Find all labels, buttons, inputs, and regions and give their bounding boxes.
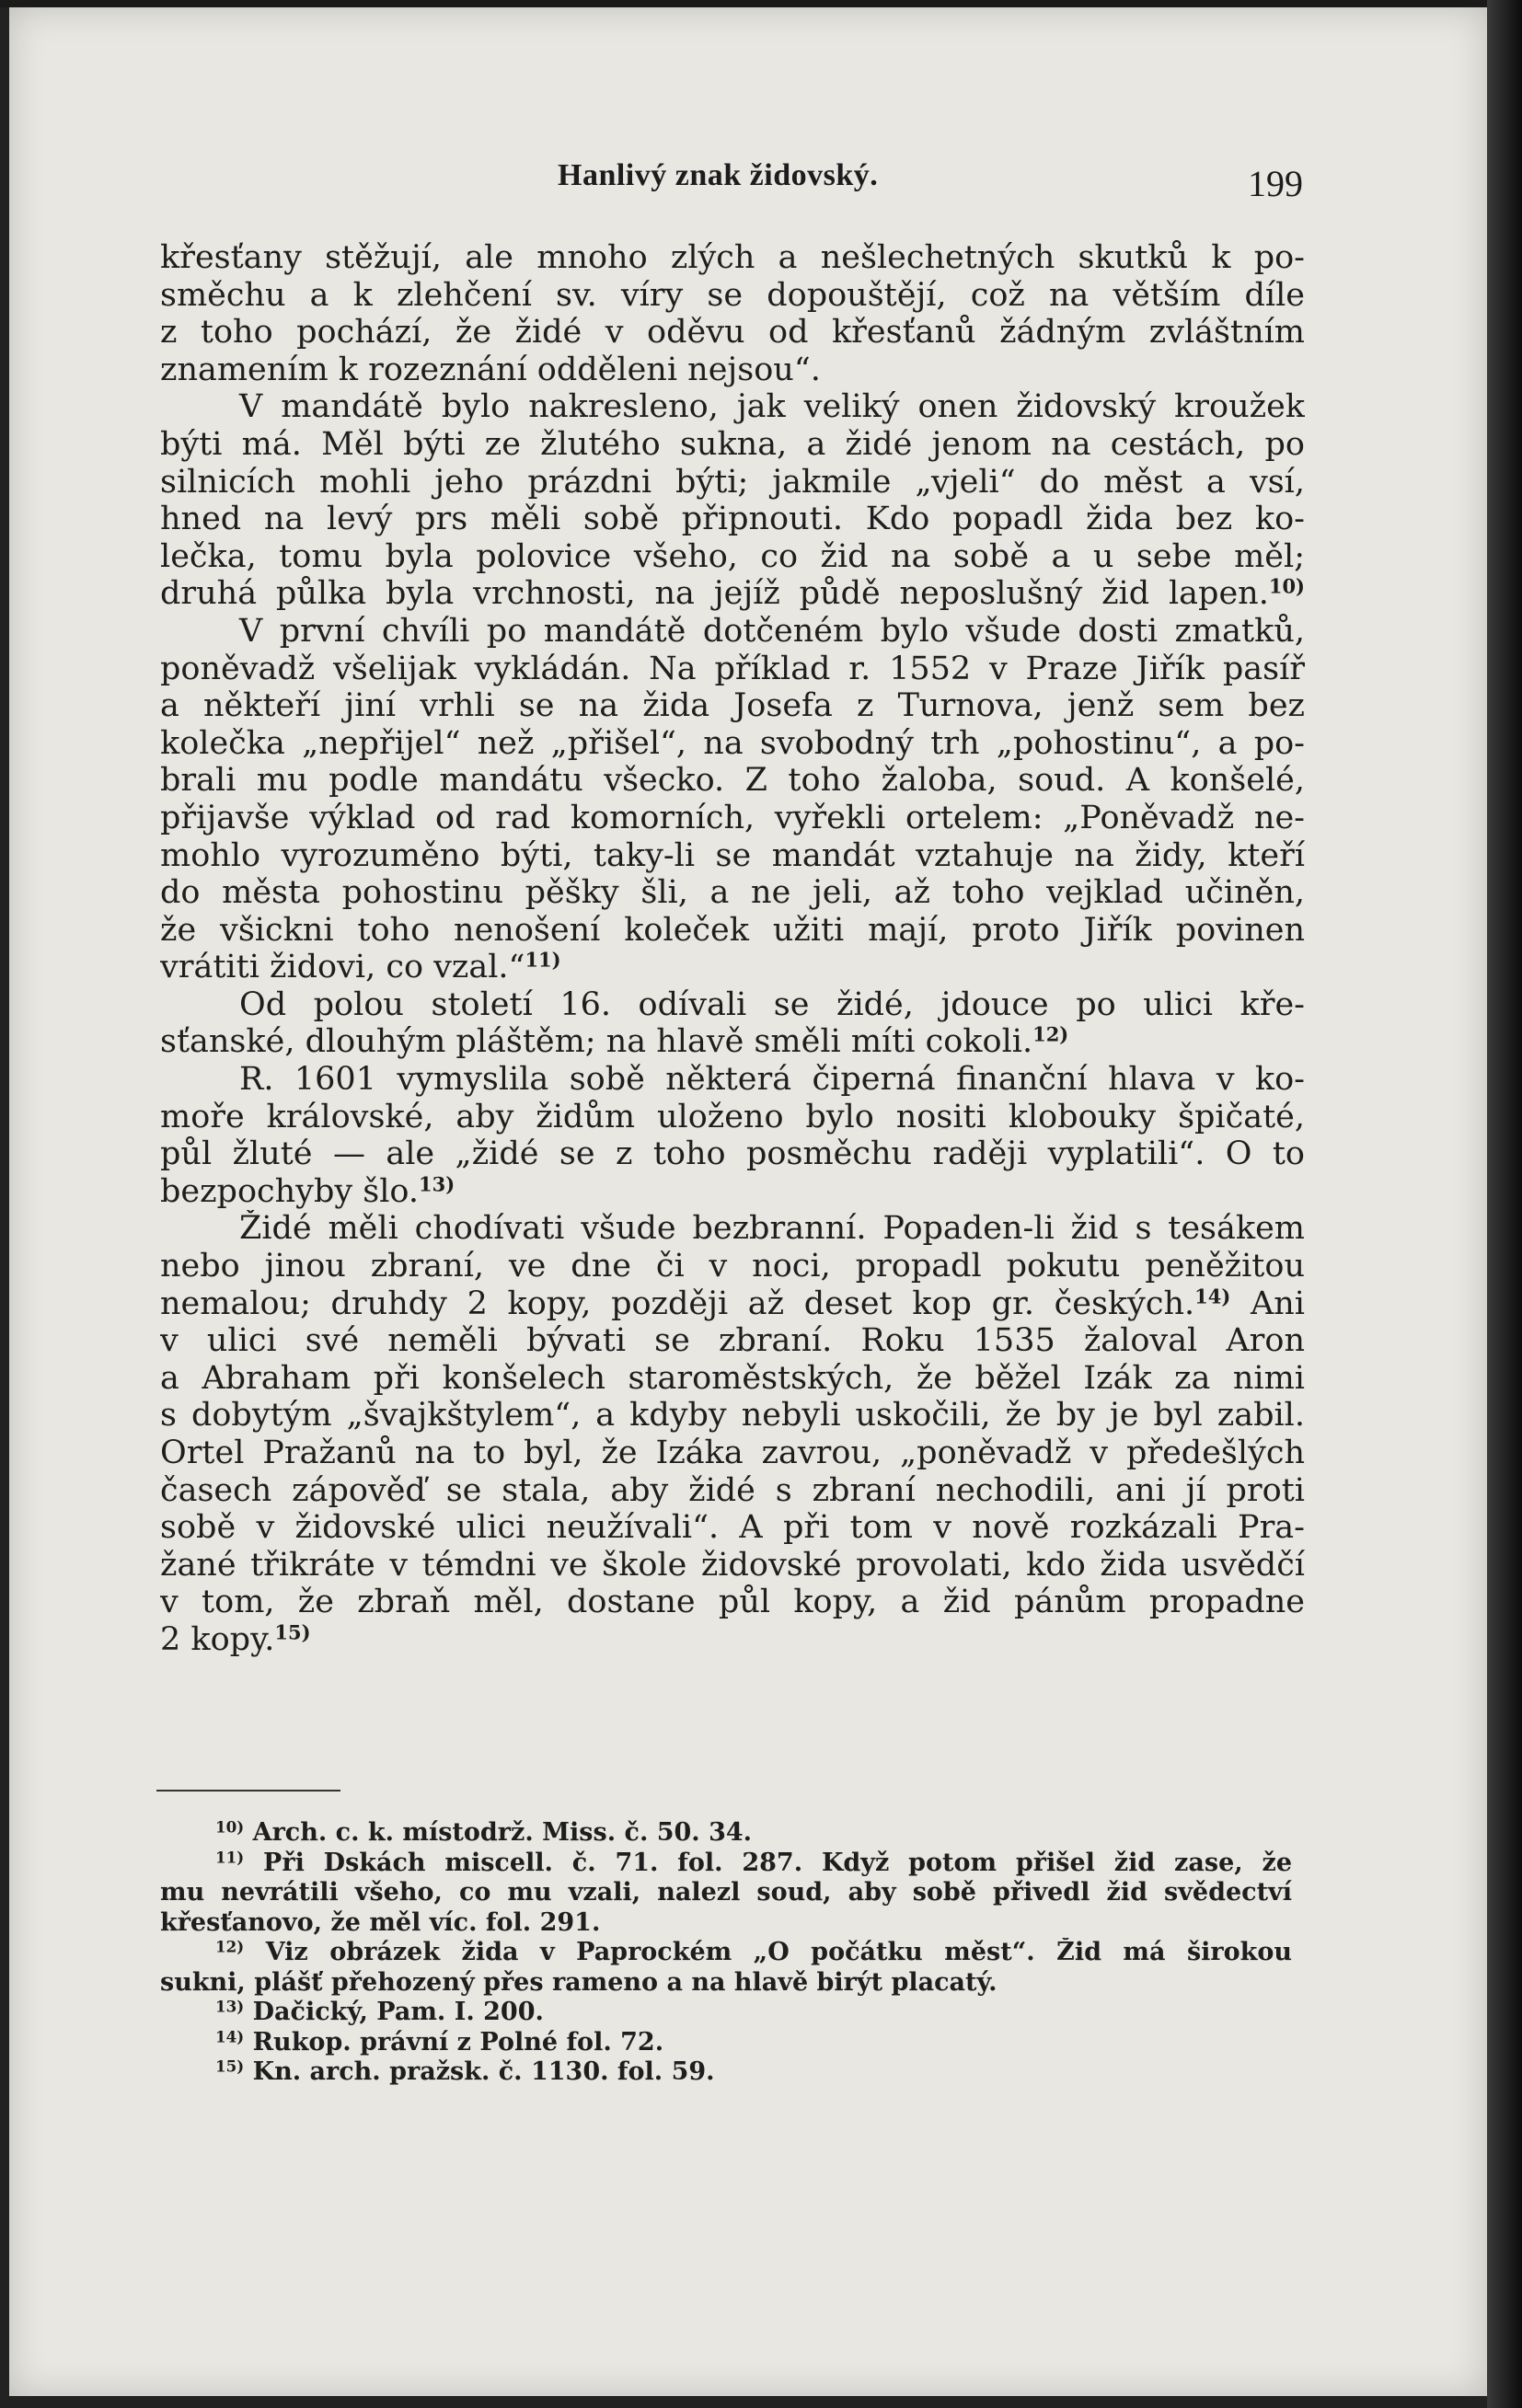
text-line <box>160 388 1305 426</box>
text-line-content: s dobytým „švajkštylem“, a kdyby nebyli uskočili, že by je byl zabil. <box>160 1397 1305 1434</box>
footnote-reference[interactable]: 15) <box>274 1620 311 1644</box>
footnote-marker: 15) <box>215 2057 245 2076</box>
text-line-content: Židé měli chodívati všude bezbranní. Popaden-li žid s tesákem <box>239 1210 1305 1248</box>
text-line <box>160 837 1305 875</box>
footnote-line <box>160 1878 1292 1908</box>
text-line-content: nemalou; druhdy 2 kopy, později až deset kop gr. českých. <box>160 1285 1195 1322</box>
text-line-content: kolečka „nepřijel“ než „přišel“, na svobodný trh „pohostinu“, a po- <box>160 724 1305 762</box>
text-line <box>160 1173 1305 1211</box>
scan-edge-top <box>0 0 1522 7</box>
text-line-content: křesťany stěžují, ale mnoho zlých a nešlechetných skutků k po- <box>160 239 1305 276</box>
text-line <box>160 613 1305 651</box>
text-line <box>160 501 1305 538</box>
text-line-content: sobě v židovské ulici neužívali“. A při tom v nově rozkázali Pra- <box>160 1509 1305 1547</box>
text-line <box>160 1135 1305 1173</box>
text-line <box>160 1472 1305 1510</box>
text-line-content: hned na levý prs měli sobě připnouti. Kdo popadl žida bez ko- <box>160 501 1305 538</box>
text-line <box>160 762 1305 800</box>
text-line <box>160 800 1305 837</box>
footnote-line <box>160 2057 1292 2088</box>
text-line-content: Ortel Pražanů na to byl, že Izáka zavrou, „poněvadž v předešlých <box>160 1434 1305 1471</box>
footnote-reference[interactable]: 11) <box>525 949 561 972</box>
text-line-content: bezpochyby šlo. <box>160 1172 419 1210</box>
footnote-text: Při Dskách miscell. č. 71. fol. 287. Když potom přišel žid zase, že <box>244 1848 1292 1877</box>
text-line <box>160 464 1305 501</box>
text-line-content: v tom, že zbraň měl, dostane půl kopy, a žid pánům propadne <box>160 1584 1305 1621</box>
text-line <box>160 949 1305 986</box>
text-line <box>160 725 1305 763</box>
footnote-marker: 10) <box>215 1818 245 1837</box>
text-line <box>160 1285 1305 1323</box>
text-line <box>160 1584 1305 1621</box>
footnote-text: Kn. arch. pražsk. č. 1130. fol. 59. <box>244 2057 715 2086</box>
text-line-content: vrátiti židovi, co vzal.“ <box>160 949 525 986</box>
text-line-content: přijavše výklad od rad komorních, vyřekli ortelem: „Poněvadž ne- <box>160 799 1305 836</box>
footnote-reference[interactable]: 12) <box>1032 1023 1069 1046</box>
text-line-content: 2 kopy. <box>160 1620 275 1658</box>
footnote-reference[interactable]: 10) <box>1268 575 1305 598</box>
text-line <box>160 1547 1305 1584</box>
text-line <box>160 912 1305 950</box>
text-line <box>160 239 1305 277</box>
text-line-content: v ulici své neměli bývati se zbraní. Roku 1535 žaloval Aron <box>160 1322 1305 1360</box>
page-number: 199 <box>1248 163 1303 204</box>
text-line-content: a někteří jiní vrhli se na žida Josefa z Turnova, jenž sem bez <box>160 687 1305 725</box>
text-line-content: do města pohostinu pěšky šli, a ne jeli, až toho vejklad učiněn, <box>160 874 1305 912</box>
footnote-marker: 11) <box>215 1848 245 1867</box>
footnote-line <box>160 1849 1292 1879</box>
text-line-content: druhá půlka byla vrchnosti, na jejíž půdě neposlušný žid lapen. <box>160 575 1269 613</box>
text-line-content: mohlo vyrozuměno býti, taky-li se mandát vztahuje na židy, kteří <box>160 836 1305 874</box>
footnote-text: mu nevrátili všeho, co mu vzali, nalezl soud, aby sobě přivedl žid svědectví <box>160 1878 1292 1907</box>
text-line <box>160 1360 1305 1398</box>
text-line-content: že všickni toho nenošení koleček užiti mají, proto Jiřík povinen <box>160 911 1305 949</box>
text-line-content: půl žluté — ale „židé se z toho posměchu raději vyplatili“. O to <box>160 1135 1305 1173</box>
text-line-content: V mandátě bylo nakresleno, jak veliký onen židovský kroužek <box>239 388 1305 426</box>
text-line-content: směchu a k zlehčení sv. víry se dopouštějí, což na větším díle <box>160 276 1305 314</box>
text-line-content: časech zápověď se stala, aby židé s zbraní nechodili, ani jí proti <box>160 1471 1305 1509</box>
footnote-line <box>160 1968 1292 1999</box>
footnote-marker: 12) <box>215 1938 245 1956</box>
text-line-content: z toho pochází, že židé v oděvu od křesťanů žádným zvláštním <box>160 314 1305 351</box>
footnote-reference[interactable]: 13) <box>419 1172 455 1196</box>
text-line-content: Od polou století 16. odívali se židé, jdouce po ulici kře- <box>239 985 1305 1023</box>
footnote-text: Arch. c. k. místodrž. Miss. č. 50. 34. <box>244 1818 753 1847</box>
text-line <box>160 1397 1305 1434</box>
footnote-text: křesťanovo, že měl víc. fol. 291. <box>160 1907 601 1937</box>
footnote-line <box>160 1998 1292 2028</box>
text-line-content: a Abraham při konšelech staroměstských, že běžel Izák za nimi <box>160 1359 1305 1397</box>
footnote-marker: 14) <box>215 2027 245 2046</box>
text-line <box>160 986 1305 1024</box>
text-line <box>160 1210 1305 1248</box>
text-line <box>160 1023 1305 1061</box>
text-line <box>160 651 1305 688</box>
text-line <box>160 1621 1305 1659</box>
text-line-content: moře královské, aby židům uloženo bylo nositi klobouky špičaté, <box>160 1098 1305 1135</box>
text-line-content: R. 1601 vymyslila sobě některá čiperná finanční hlava v ko- <box>239 1061 1305 1099</box>
footnote-text: sukni, plášť přehozený přes rameno a na hlavě birýt placatý. <box>160 1967 997 1997</box>
text-line-content: lečka, tomu byla polovice všeho, co žid na sobě a u sebe měl; <box>160 537 1305 575</box>
text-line <box>160 1248 1305 1285</box>
text-line <box>160 687 1305 725</box>
scan-edge-right <box>1487 0 1522 2408</box>
text-line-content: sťanské, dlouhým pláštěm; na hlavě směli míti cokoli. <box>160 1023 1033 1061</box>
text-line-continuation: Ani <box>1230 1285 1305 1322</box>
text-line-content: nebo jinou zbraní, ve dne či v noci, propadl pokutu peněžitou <box>160 1248 1305 1285</box>
footnote-reference[interactable]: 14) <box>1194 1285 1231 1308</box>
text-line <box>160 1099 1305 1136</box>
text-line <box>160 314 1305 351</box>
text-line <box>160 351 1305 389</box>
text-line-content: býti má. Měl býti ze žlutého sukna, a židé jenom na cestách, po <box>160 425 1305 463</box>
footnote-separator <box>156 1790 340 1792</box>
text-line <box>160 1509 1305 1547</box>
footnote-marker: 13) <box>215 1998 245 2016</box>
footnote-line <box>160 1908 1292 1939</box>
text-line-content: poněvadž všelijak vykládán. Na příklad r. 1552 v Praze Jiřík pasíř <box>160 650 1305 687</box>
text-line-content: znamením k rozeznání odděleni nejsou“. <box>160 351 821 388</box>
footnote-line <box>160 1938 1292 1968</box>
text-line <box>160 538 1305 576</box>
text-line-content: brali mu podle mandátu všecko. Z toho žaloba, soud. A konšelé, <box>160 762 1305 800</box>
text-line <box>160 1322 1305 1360</box>
text-line <box>160 277 1305 315</box>
footnote-text: Dačický, Pam. I. 200. <box>244 1998 544 2026</box>
text-line-content: žané třikráte v témdni ve škole židovské provolati, kdo žida usvědčí <box>160 1546 1305 1584</box>
footnotes <box>160 1818 1292 2088</box>
text-line <box>160 575 1305 613</box>
running-title: Hanlivý znak židovský. <box>558 158 879 192</box>
text-line <box>160 874 1305 912</box>
footnote-line <box>160 1818 1292 1849</box>
text-line <box>160 1434 1305 1472</box>
footnote-text: Rukop. právní z Polné fol. 72. <box>244 2027 664 2057</box>
body-text <box>160 239 1305 1659</box>
text-line <box>160 426 1305 464</box>
text-line-content: silnicích mohli jeho prázdni býti; jakmile „vjeli“ do měst a vsí, <box>160 463 1305 501</box>
text-line <box>160 1061 1305 1099</box>
text-line-content: V první chvíli po mandátě dotčeném bylo všude dosti zmatků, <box>239 612 1305 650</box>
footnote-line <box>160 2028 1292 2058</box>
footnote-text: Viz obrázek žida v Paprockém „O počátku měst“. Žid má širokou <box>244 1938 1292 1966</box>
